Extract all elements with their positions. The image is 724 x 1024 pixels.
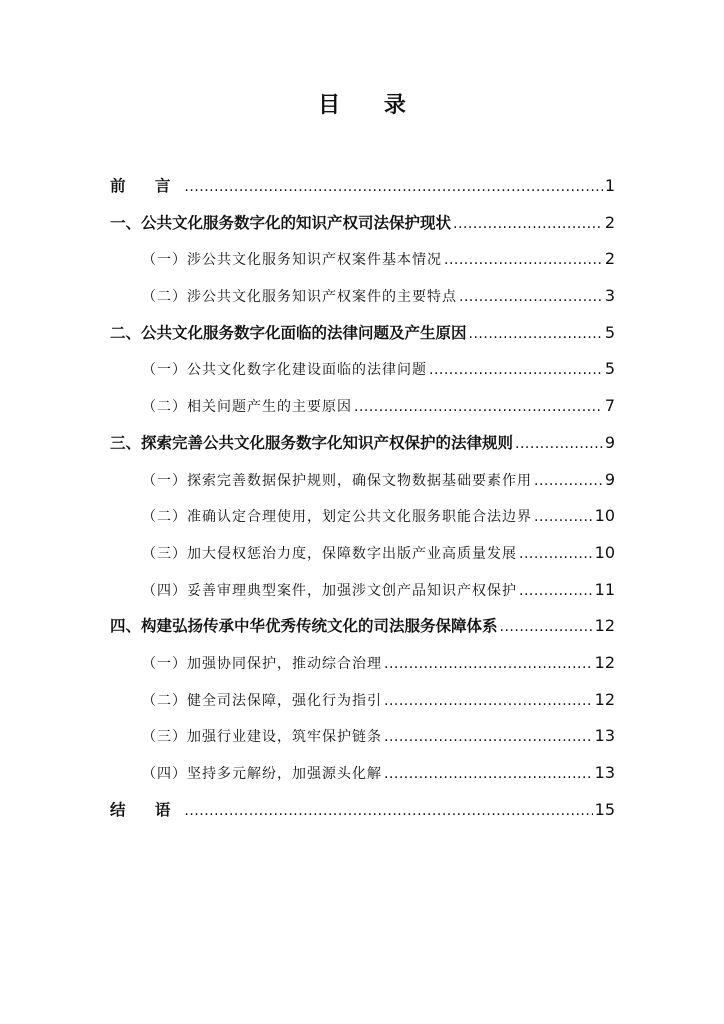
dot-leader [384,723,593,751]
toc-entry-label: 结 语 [110,800,183,819]
toc-subsection-entry[interactable] [110,576,615,613]
page-title: 目 录 [318,92,424,118]
toc-subsection-entry[interactable] [110,282,615,319]
toc-page-number: 12 [594,616,615,636]
toc-page-number: 5 [604,359,615,379]
toc-section-entry[interactable] [110,319,615,356]
toc-page-number: 9 [604,469,615,489]
toc-subsection-entry[interactable] [110,686,615,723]
dot-leader [184,797,592,825]
toc-entry-label: （四）妥善审理典型案件，加强涉文创产品知识产权保护 [142,582,517,599]
toc-entry-label: （二）涉公共文化服务知识产权案件的主要特点 [142,289,457,306]
dot-leader [515,430,603,458]
toc-section-entry[interactable] [110,429,615,466]
toc-entry-label: （二）相关问题产生的主要原因 [142,399,352,416]
dot-leader [444,246,603,274]
toc-page-number: 9 [604,432,615,452]
toc-page-number: 10 [594,506,615,526]
toc-entry-label: （一）涉公共文化服务知识产权案件基本情况 [142,252,442,269]
dot-leader [384,687,593,715]
toc-subsection-entry[interactable] [110,759,615,796]
dot-leader [459,283,603,311]
toc-page-number: 12 [594,652,615,672]
toc-page-number: 1 [604,176,615,195]
toc-page-number: 13 [594,726,615,746]
dot-leader [429,356,603,384]
dot-leader [184,173,602,201]
toc-entry-label: （三）加大侵权惩治力度，保障数字出版产业高质量发展 [142,545,517,562]
toc-page-number: 10 [594,542,615,562]
toc-entry-label: （三）加强行业建设，筑牢保护链条 [142,729,382,746]
toc-page-number: 5 [604,322,615,342]
dot-leader [519,540,593,568]
toc-subsection-entry[interactable] [110,649,615,686]
toc-entry-label: （一）探索完善数据保护规则，确保文物数据基础要素作用 [142,472,532,489]
dot-leader [453,210,603,238]
toc-entry-label: （二）准确认定合理使用，划定公共文化服务职能合法边界 [142,509,532,526]
toc-entry-label: 前 言 [110,177,183,195]
toc-section-entry[interactable] [110,172,615,209]
toc-subsection-entry[interactable] [110,722,615,759]
toc-subsection-entry[interactable] [110,245,615,282]
table-of-contents [110,172,615,832]
toc-entry-label: （四）坚持多元解纷，加强源头化解 [142,766,382,782]
toc-entry-label: 二、公共文化服务数字化面临的法律问题及产生原因 [110,323,467,342]
toc-page-number: 11 [594,579,615,599]
toc-page-number: 2 [604,212,615,232]
toc-page-number: 3 [604,286,615,306]
toc-entry-label: 三、探索完善公共文化服务数字化知识产权保护的法律规则 [110,433,514,452]
toc-page-number: 7 [604,396,615,416]
dot-leader [534,503,593,531]
toc-entry-label: 四、构建弘扬传承中华优秀传统文化的司法服务保障体系 [110,617,498,636]
toc-section-entry[interactable] [110,796,615,833]
dot-leader [469,320,603,348]
toc-entry-label: （一）加强协同保护，推动综合治理 [142,655,382,672]
dot-leader [534,467,603,495]
toc-subsection-entry[interactable] [110,539,615,576]
toc-page-number: 15 [594,799,615,819]
toc-page-number: 13 [594,763,615,782]
toc-subsection-entry[interactable] [110,392,615,429]
toc-section-entry[interactable] [110,209,615,246]
toc-entry-label: 一、公共文化服务数字化的知识产权司法保护现状 [110,213,452,232]
toc-page-number: 2 [604,249,615,269]
dot-leader [384,760,593,788]
toc-entry-label: （一）公共文化数字化建设面临的法律问题 [142,362,427,379]
toc-entry-label: （二）健全司法保障，强化行为指引 [142,692,382,709]
dot-leader [354,393,603,421]
toc-page-number: 12 [594,689,615,709]
toc-subsection-entry[interactable] [110,502,615,539]
toc-section-entry[interactable] [110,612,615,649]
dot-leader [384,650,593,678]
toc-subsection-entry[interactable] [110,355,615,392]
dot-leader [500,613,593,641]
dot-leader [519,577,593,605]
toc-subsection-entry[interactable] [110,466,615,503]
